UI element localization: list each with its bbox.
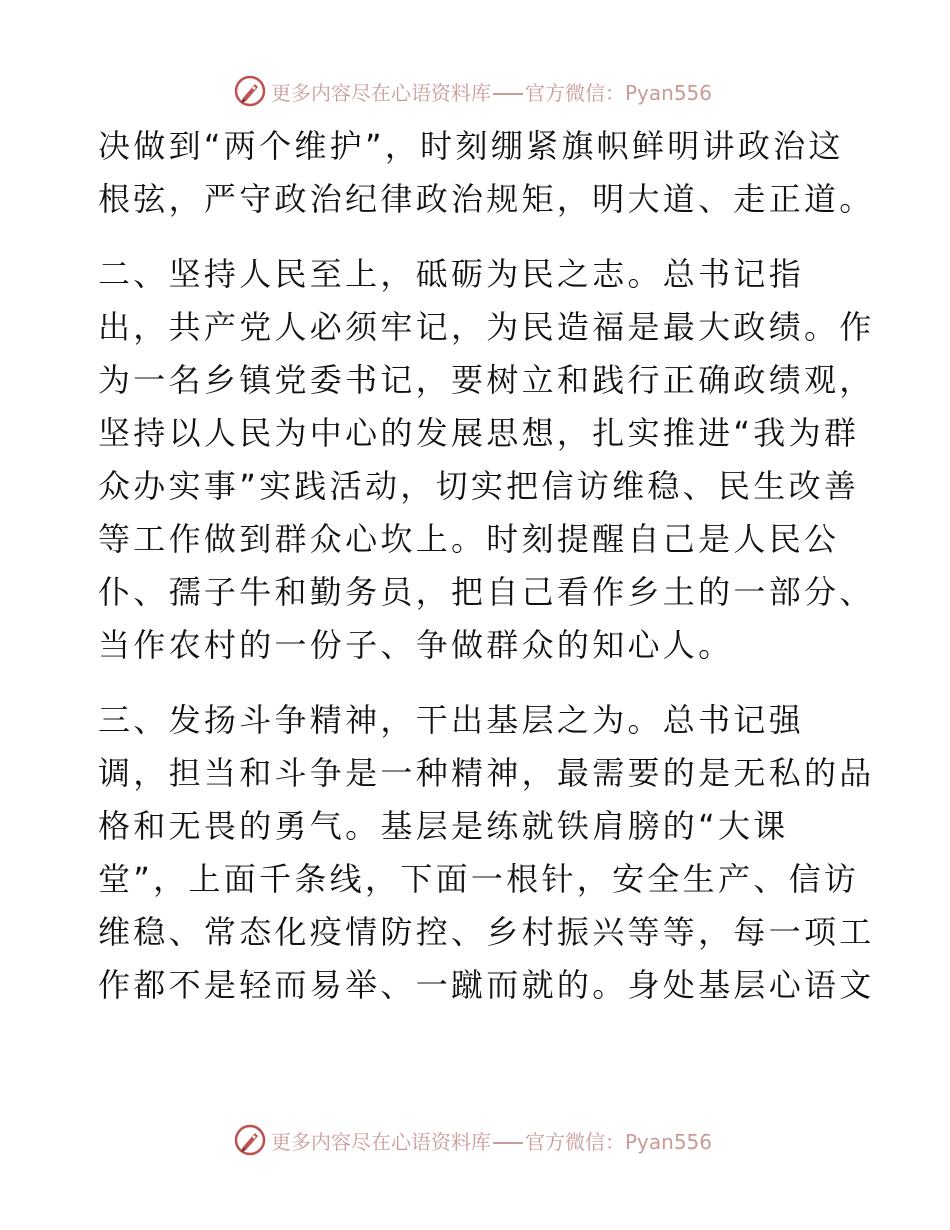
watermark-suffix-text: 官方微信：Pyan556: [525, 80, 713, 105]
text-line: 当作农村的一份子、争做群众的知心人。: [98, 626, 734, 664]
text-line: 二、坚持人民至上，砥砺为民之志。总书记指: [98, 255, 805, 293]
text-line: 众办实事”实践活动，切实把信访维稳、民生改善: [98, 467, 860, 505]
text-line: 调，担当和斗争是一种精神，最需要的是无私的品: [98, 754, 875, 792]
text-line: 坚持以人民为中心的发展思想，扎实推进“我为群: [98, 414, 860, 452]
watermark-main-text: 更多内容尽在心语资料库: [271, 80, 491, 105]
watermark-separator: [493, 1142, 523, 1144]
text-line: 三、发扬斗争精神，干出基层之为。总书记强: [98, 701, 805, 739]
watermark-separator: [493, 93, 523, 95]
text-line: 为一名乡镇党委书记，要树立和践行正确政绩观，: [98, 361, 875, 399]
text-line: 维稳、常态化疫情防控、乡村振兴等等，每一项工: [98, 913, 875, 951]
text-line: 等工作做到群众心坎上。时刻提醒自己是人民公: [98, 520, 840, 558]
text-line: 仆、孺子牛和勤务员，把自己看作乡土的一部分、: [98, 573, 875, 611]
watermark-suffix-text: 官方微信：Pyan556: [525, 1129, 713, 1154]
text-line: 根弦，严守政治纪律政治规矩，明大道、走正道。: [98, 180, 875, 218]
text-line: 格和无畏的勇气。基层是练就铁肩膀的“大课: [98, 807, 789, 845]
text-line: 出，共产党人必须牢记，为民造福是最大政绩。作: [98, 308, 875, 346]
pen-nib-icon: [233, 74, 267, 108]
text-line: 决做到“两个维护”，时刻绷紧旗帜鲜明讲政治这: [98, 127, 844, 165]
footer-watermark: [233, 1120, 712, 1160]
watermark-main-text: 更多内容尽在心语资料库: [271, 1129, 491, 1154]
pen-nib-icon: [233, 1123, 267, 1157]
document-body: [98, 120, 875, 1012]
text-line: 作都不是轻而易举、一蹴而就的。身处基层心语文: [98, 966, 875, 1004]
header-watermark: [233, 71, 712, 111]
watermark-text: [271, 1126, 712, 1155]
watermark-text: [271, 77, 712, 106]
text-line: 堂”，上面千条线，下面一根针，安全生产、信访: [98, 860, 860, 898]
